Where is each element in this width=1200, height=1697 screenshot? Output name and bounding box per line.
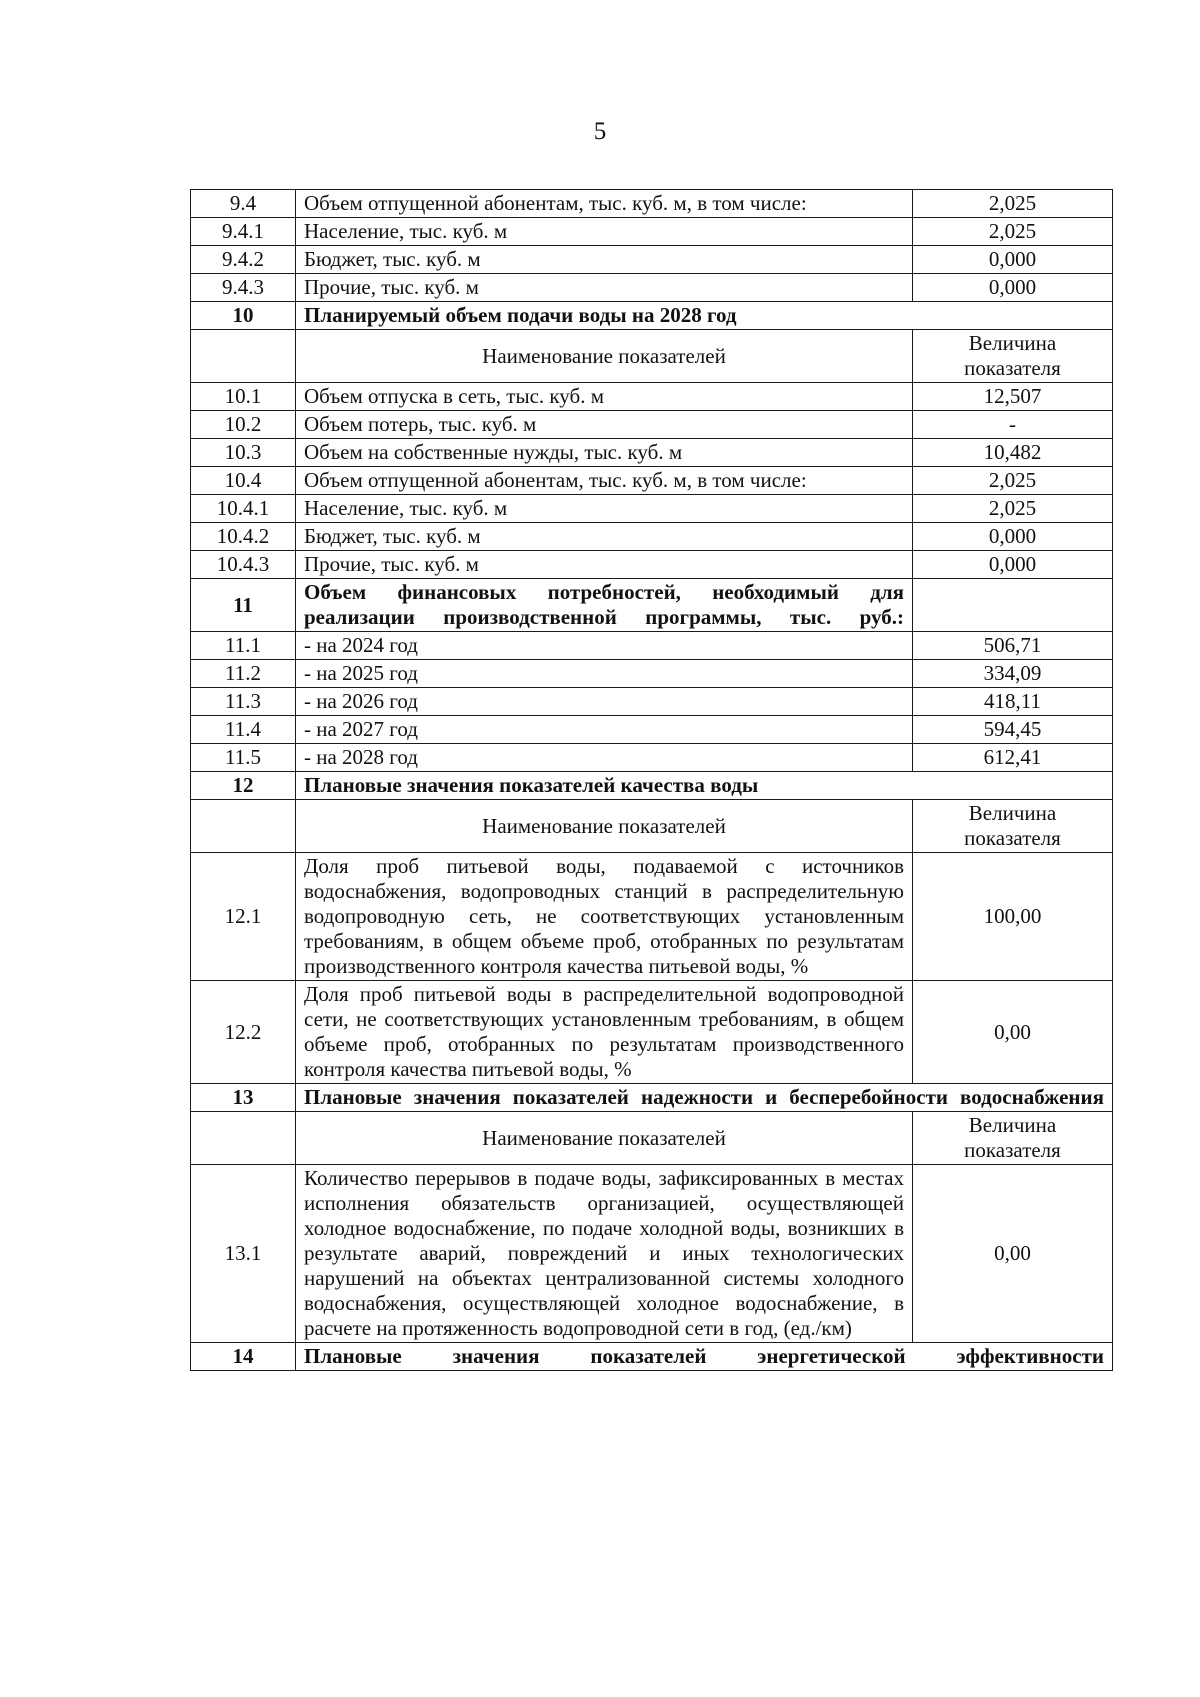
table-row xyxy=(191,523,1113,551)
row-indicator: Объем отпущенной абонентам, тыс. куб. м, в том числе: xyxy=(296,467,913,495)
row-number: 11.5 xyxy=(191,744,296,772)
table-row xyxy=(191,190,1113,218)
row-number: 13.1 xyxy=(191,1165,296,1343)
table-row xyxy=(191,660,1113,688)
row-value: - xyxy=(913,411,1113,439)
section-title: Планируемый объем подачи воды на 2028 год xyxy=(296,302,1113,330)
row-value: 100,00 xyxy=(913,853,1113,981)
column-header-name: Наименование показателей xyxy=(296,800,913,853)
section-title: Плановые значения показателей качества воды xyxy=(296,772,1113,800)
section-value xyxy=(913,579,1113,632)
row-value: 0,000 xyxy=(913,523,1113,551)
row-indicator: Доля проб питьевой воды в распределительной водопроводной сети, не соответствующих установленным требованиям, в общем объеме проб, отобранных по результатам производственного контроля качества питьевой воды, % xyxy=(296,981,913,1084)
row-value: 2,025 xyxy=(913,495,1113,523)
table-row xyxy=(191,551,1113,579)
row-indicator: - на 2027 год xyxy=(296,716,913,744)
table-row xyxy=(191,383,1113,411)
table-row xyxy=(191,853,1113,981)
row-indicator: - на 2028 год xyxy=(296,744,913,772)
row-number: 9.4.2 xyxy=(191,246,296,274)
row-value: 0,00 xyxy=(913,1165,1113,1343)
row-value: 2,025 xyxy=(913,190,1113,218)
section-number: 13 xyxy=(191,1084,296,1112)
table-row xyxy=(191,246,1113,274)
section-number: 10 xyxy=(191,302,296,330)
row-number: 12.1 xyxy=(191,853,296,981)
row-value: 0,000 xyxy=(913,551,1113,579)
column-header-row xyxy=(191,1112,1113,1165)
column-header-row xyxy=(191,800,1113,853)
row-number: 10.4.3 xyxy=(191,551,296,579)
section-number: 12 xyxy=(191,772,296,800)
row-number: 10.1 xyxy=(191,383,296,411)
table-row xyxy=(191,274,1113,302)
column-header-value: Величина показателя xyxy=(913,1112,1113,1165)
row-number: 10.2 xyxy=(191,411,296,439)
table-row xyxy=(191,632,1113,660)
row-value: 2,025 xyxy=(913,467,1113,495)
header-empty-cell xyxy=(191,330,296,383)
section-row xyxy=(191,1084,1113,1112)
row-indicator: Прочие, тыс. куб. м xyxy=(296,274,913,302)
header-empty-cell xyxy=(191,800,296,853)
table-row xyxy=(191,467,1113,495)
section-number: 11 xyxy=(191,579,296,632)
row-number: 10.3 xyxy=(191,439,296,467)
row-value: 0,00 xyxy=(913,981,1113,1084)
section-title: Плановые значения показателей энергетической эффективности xyxy=(296,1343,1113,1371)
row-number: 11.3 xyxy=(191,688,296,716)
row-indicator: - на 2025 год xyxy=(296,660,913,688)
row-indicator: Население, тыс. куб. м xyxy=(296,495,913,523)
row-number: 11.4 xyxy=(191,716,296,744)
row-indicator: Прочие, тыс. куб. м xyxy=(296,551,913,579)
column-header-name: Наименование показателей xyxy=(296,1112,913,1165)
row-indicator: Бюджет, тыс. куб. м xyxy=(296,523,913,551)
row-value: 612,41 xyxy=(913,744,1113,772)
row-value: 594,45 xyxy=(913,716,1113,744)
row-indicator: Объем отпущенной абонентам, тыс. куб. м, в том числе: xyxy=(296,190,913,218)
column-header-row xyxy=(191,330,1113,383)
row-value: 10,482 xyxy=(913,439,1113,467)
section-row xyxy=(191,1343,1113,1371)
row-indicator: Доля проб питьевой воды, подаваемой с источников водоснабжения, водопроводных станций в распределительную водопроводную сеть, не соответствующих установленным требованиям, в общем объеме проб, отобранных по результатам производственного контроля качества питьевой воды, % xyxy=(296,853,913,981)
header-empty-cell xyxy=(191,1112,296,1165)
row-indicator: Количество перерывов в подаче воды, зафиксированных в местах исполнения обязательств организацией, осуществляющей холодное водоснабжение, по подаче холодной воды, возникших в результате аварий, повреждений и иных технологических нарушений на объектах централизованной системы холодного водоснабжения, осуществляющей холодное водоснабжение, в расчете на протяженность водопроводной сети в год, (ед./км) xyxy=(296,1165,913,1343)
page-number: 5 xyxy=(593,118,607,145)
row-indicator: Объем потерь, тыс. куб. м xyxy=(296,411,913,439)
row-value: 334,09 xyxy=(913,660,1113,688)
row-indicator: Население, тыс. куб. м xyxy=(296,218,913,246)
section-number: 14 xyxy=(191,1343,296,1371)
table-row xyxy=(191,688,1113,716)
column-header-value: Величина показателя xyxy=(913,330,1113,383)
table-row xyxy=(191,411,1113,439)
row-value: 418,11 xyxy=(913,688,1113,716)
table-row xyxy=(191,716,1113,744)
table-row xyxy=(191,744,1113,772)
row-number: 11.1 xyxy=(191,632,296,660)
row-number: 11.2 xyxy=(191,660,296,688)
section-title: Плановые значения показателей надежности и бесперебойности водоснабжения xyxy=(296,1084,1113,1112)
row-value: 2,025 xyxy=(913,218,1113,246)
column-header-name: Наименование показателей xyxy=(296,330,913,383)
row-value: 12,507 xyxy=(913,383,1113,411)
section-title: Объем финансовых потребностей, необходимый для реализации производственной программы, тыс. руб.: xyxy=(296,579,913,632)
row-number: 10.4.1 xyxy=(191,495,296,523)
indicators-table xyxy=(190,189,1113,1371)
row-number: 9.4.3 xyxy=(191,274,296,302)
row-value: 0,000 xyxy=(913,274,1113,302)
section-row xyxy=(191,579,1113,632)
row-indicator: Объем на собственные нужды, тыс. куб. м xyxy=(296,439,913,467)
column-header-value: Величина показателя xyxy=(913,800,1113,853)
row-indicator: Бюджет, тыс. куб. м xyxy=(296,246,913,274)
section-row xyxy=(191,772,1113,800)
table-row xyxy=(191,981,1113,1084)
row-indicator: Объем отпуска в сеть, тыс. куб. м xyxy=(296,383,913,411)
table-row xyxy=(191,1165,1113,1343)
row-value: 0,000 xyxy=(913,246,1113,274)
row-indicator: - на 2024 год xyxy=(296,632,913,660)
table-row xyxy=(191,439,1113,467)
section-row xyxy=(191,302,1113,330)
row-number: 10.4 xyxy=(191,467,296,495)
table-row xyxy=(191,495,1113,523)
table-row xyxy=(191,218,1113,246)
row-number: 10.4.2 xyxy=(191,523,296,551)
row-number: 12.2 xyxy=(191,981,296,1084)
row-value: 506,71 xyxy=(913,632,1113,660)
row-number: 9.4.1 xyxy=(191,218,296,246)
row-number: 9.4 xyxy=(191,190,296,218)
row-indicator: - на 2026 год xyxy=(296,688,913,716)
